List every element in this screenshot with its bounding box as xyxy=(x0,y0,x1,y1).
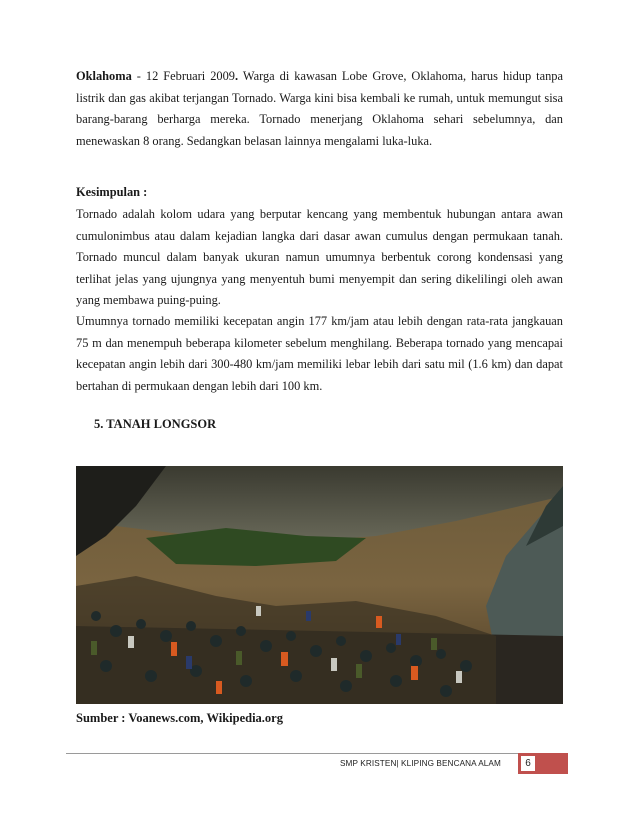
kesimpulan-title-text: Kesimpulan : xyxy=(76,185,148,199)
image-source: Sumber : Voanews.com, Wikipedia.org xyxy=(76,711,283,725)
section-heading: 5. TANAH LONGSOR xyxy=(94,417,217,431)
kesimpulan-title xyxy=(76,182,563,204)
page-number: 6 xyxy=(521,756,535,771)
oklahoma-body: Warga di kawasan Lobe Grove, Oklahoma, harus hidup tanpa listrik dan gas akibat terjangan Tornado. Warga kini bisa kembali ke rumah, untuk memungut sisa barang-barang berharga mereka. Tornado menerjang Oklahoma sehari sebelumnya, dan menewaskan 8 orang. Sedangkan belasan lainnya mengalami luka-luka. xyxy=(76,69,563,148)
kesimpulan-paragraph-1: Tornado adalah kolom udara yang berputar kencang yang membentuk hubungan antara awan cumulonimbus atau dalam kejadian langka dari dasar awan cumulus dengan permukaan tanah. Tornado muncul dalam banyak ukuran namun umumnya berbentuk corong kondensasi yang terlihat jelas yang ujungnya yang menyentuh bumi menyempit dan sering dikelilingi oleh awan yang membawa puing-puing. xyxy=(76,207,563,308)
landslide-photo xyxy=(76,466,563,704)
oklahoma-paragraph xyxy=(76,66,563,152)
oklahoma-dot: . xyxy=(235,69,239,83)
oklahoma-date: - 12 Februari 2009 xyxy=(131,69,235,83)
kesimpulan-paragraph-2: Umumnya tornado memiliki kecepatan angin 177 km/jam atau lebih dengan rata-rata jangkauan 75 m dan menempuh beberapa kilometer sebelum menghilang. Beberapa tornado yang mencapai kecepatan angin lebih dari 300-480 km/jam memiliki lebar lebih dari satu mil (1.6 km) dan dapat bertahan di permukaan dengan lebih dari 100 km. xyxy=(76,314,563,393)
oklahoma-place: Oklahoma xyxy=(76,69,132,83)
footer-divider xyxy=(66,753,568,754)
footer-title: SMP KRISTEN| KLIPING BENCANA ALAM xyxy=(340,759,501,768)
